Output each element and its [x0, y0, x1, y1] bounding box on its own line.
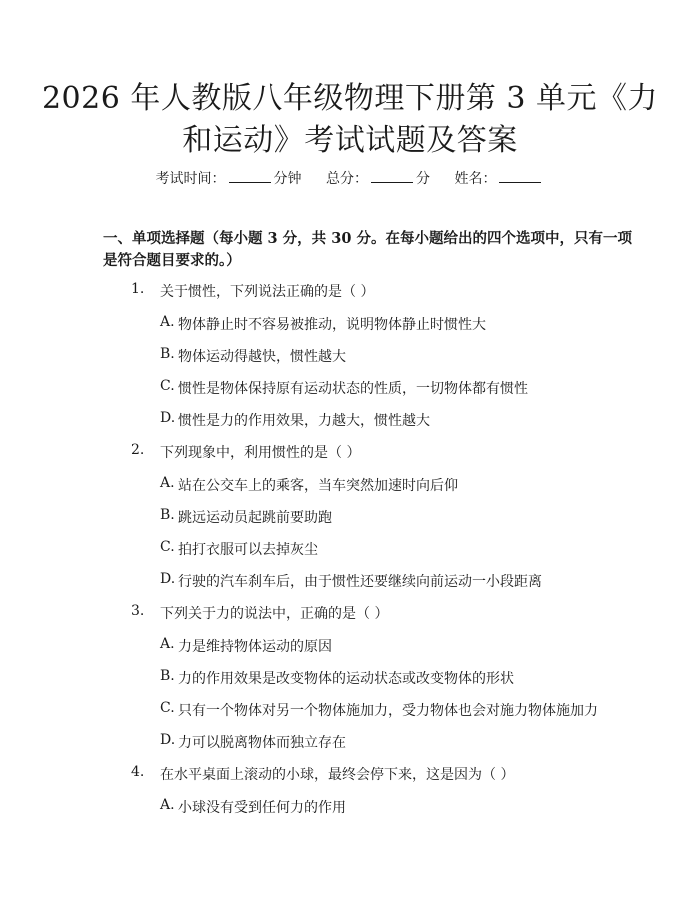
question-3-option-c-label: C. [160, 700, 175, 716]
exam-info-line [0, 168, 700, 188]
question-4-text: 在水平桌面上滚动的小球，最终会停下来，这是因为（ ） [160, 767, 515, 783]
question-2-option-a-text: 站在公交车上的乘客，当车突然加速时向后仰 [178, 478, 458, 494]
question-3-option-b-text: 力的作用效果是改变物体的运动状态或改变物体的形状 [178, 671, 514, 687]
exam-time-unit: 分钟 [273, 171, 302, 187]
question-2-option-b-label: B. [160, 507, 175, 523]
question-2-text: 下列现象中，利用惯性的是（ ） [160, 445, 361, 461]
title-line-2: 和运动》考试试题及答案 [182, 123, 518, 158]
exam-time-blank [229, 170, 271, 183]
question-1-option-b-label: B. [160, 346, 175, 362]
question-2-option-a-label: A. [160, 475, 175, 491]
question-2-option-b-text: 跳远运动员起跳前要助跑 [178, 510, 332, 526]
question-3-option-d-text: 力可以脱离物体而独立存在 [178, 735, 346, 751]
student-name-field [454, 168, 544, 188]
student-name-blank [499, 170, 541, 183]
question-3-number: 3. [131, 603, 145, 619]
section-heading-line-2: 是符合题目要求的。） [103, 252, 241, 269]
question-3-option-b-label: B. [160, 668, 175, 684]
question-3-text: 下列关于力的说法中，正确的是（ ） [160, 606, 389, 622]
question-4-number: 4. [131, 764, 145, 780]
question-2-option-d-text: 行驶的汽车刹车后，由于惯性还要继续向前运动一小段距离 [178, 574, 542, 590]
question-1-option-b-text: 物体运动得越快，惯性越大 [178, 349, 346, 365]
question-2-option-c-text: 拍打衣服可以去掉灰尘 [178, 542, 318, 558]
section-heading [103, 228, 632, 272]
question-3-option-a-text: 力是维持物体运动的原因 [178, 639, 332, 655]
document-title [40, 78, 660, 162]
exam-time-label: 考试时间： [155, 171, 226, 187]
question-1-option-c-label: C. [160, 378, 175, 394]
total-score-blank [371, 170, 413, 183]
title-line-1: 2026 年人教版八年级物理下册第 3 单元《力 [41, 81, 659, 116]
question-1-option-d-label: D. [160, 410, 176, 426]
question-1-option-d-text: 惯性是力的作用效果，力越大，惯性越大 [178, 413, 430, 429]
question-3-option-d-label: D. [160, 732, 176, 748]
exam-time-field [156, 168, 302, 188]
section-heading-line-1: 一、单项选择题（每小题 3 分，共 30 分。在每小题给出的四个选项中，只有一项 [103, 230, 632, 247]
question-1-text: 关于惯性，下列说法正确的是（ ） [160, 284, 375, 300]
question-2-number: 2. [131, 442, 145, 458]
student-name-label: 姓名： [454, 171, 497, 187]
question-1-option-a-label: A. [160, 314, 175, 330]
total-score-label: 总分： [326, 171, 368, 187]
question-1-number: 1. [131, 281, 145, 297]
question-3-option-a-label: A. [160, 636, 175, 652]
question-2-option-d-label: D. [160, 571, 176, 587]
question-3-option-c-text: 只有一个物体对另一个物体施加力，受力物体也会对施力物体施加力 [178, 703, 598, 719]
total-score-field [326, 168, 430, 188]
total-score-unit: 分 [416, 171, 430, 187]
question-2-option-c-label: C. [160, 539, 175, 555]
question-4-option-a-text: 小球没有受到任何力的作用 [178, 800, 346, 816]
question-1-option-c-text: 惯性是物体保持原有运动状态的性质，一切物体都有惯性 [178, 381, 528, 397]
question-4-option-a-label: A. [160, 797, 175, 813]
question-1-option-a-text: 物体静止时不容易被推动，说明物体静止时惯性大 [178, 317, 486, 333]
